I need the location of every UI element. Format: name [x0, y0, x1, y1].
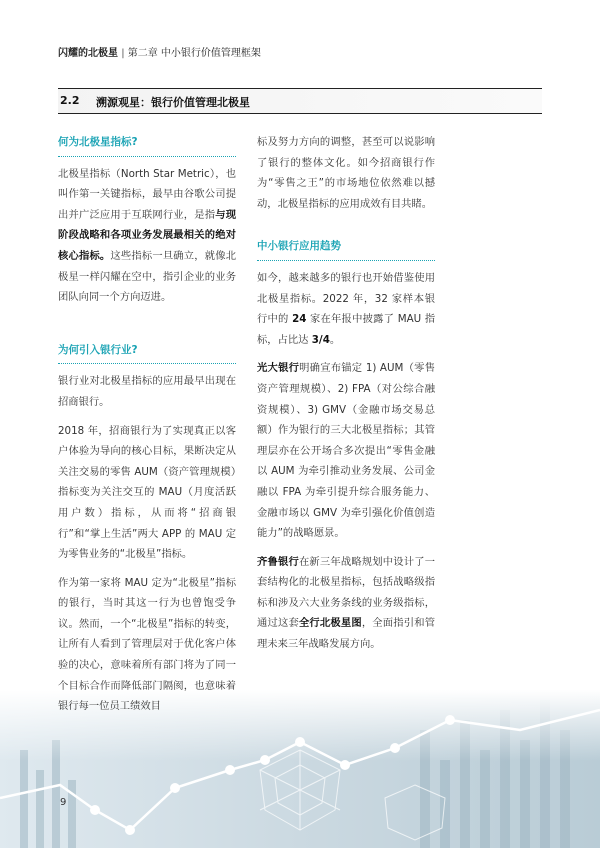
bold-ratio: 3/4 — [311, 333, 330, 346]
paragraph-continuation: 标及努力方向的调整，甚至可以说影响了银行的整体文化。如今招商银行作为“零售之王”的市场地位依然难以撼动，北极星指标的应用成效有目共睹。 — [257, 136, 435, 210]
bold-text: 全行北极星图 — [298, 617, 362, 630]
header-separator: | — [121, 48, 125, 59]
paragraph-qilu — [257, 552, 435, 655]
text: 这些指标一旦确立，就像北极星一样闪耀在空中，指引企业的业务团队向同一个方向迈进。 — [58, 249, 237, 304]
text: 。 — [329, 333, 341, 346]
text: 家在年报中披露了 MAU 指标，占比达 — [257, 313, 435, 346]
paragraph-everbright — [257, 358, 435, 543]
page-number: 9 — [60, 797, 67, 808]
paragraph-definition — [58, 164, 236, 308]
book-title: 闪耀的北极星 — [58, 48, 118, 59]
subheading-why-banking: 为何引入银行业? — [58, 340, 236, 365]
text: 北极星指标（North Star Metric），也叫作第一关键指标，最早由谷歌公司提出并广泛应用于互联网行业，是指 — [58, 167, 236, 221]
text: 如今，越来越多的银行也开始借鉴使用北极星指标。2022 年，32 家样本银行中的 — [257, 271, 435, 326]
subheading-what-is-north-star: 何为北极星指标? — [58, 132, 236, 157]
text: 在新三年战略规划中设计了一套结构化的北极星指标，包括战略级指标和涉及六大业务条线的业务级指标，通过这套 — [257, 555, 436, 630]
text: 明确宣布锚定 1) AUM（零售资产管理规模）、2) FPA（对公综合融资规模）、3) GMV（金融市场交易总额）作为银行的三大北极星指标；其管理层亦在公开场合多次提出“零售金融以 AUM 为牵引推动业务发展、公司金融以 FPA 为牵引提升综合服务能力、金融市场以 GMV 为牵引强化价值创造能力”的战略愿景。 — [257, 362, 435, 540]
bold-number: 24 — [292, 313, 307, 326]
bold-text: 与现阶段战略和各项业务发展最相关的绝对核心指标。 — [58, 208, 237, 262]
right-column — [257, 132, 435, 655]
text: ，全面指引和管理未来三年战略发展方向。 — [257, 617, 436, 651]
section-number: 2.2 — [60, 94, 80, 107]
section-title: 溯源观星：银行价值管理北极星 — [96, 96, 250, 109]
left-column — [58, 132, 236, 717]
bank-name: 光大银行 — [257, 362, 300, 375]
running-header — [58, 44, 261, 59]
paragraph-controversy: 作为第一家将 MAU 定为“北极星”指标的银行，当时其这一行为也曾饱受争议。然而，一个“北极星”指标的转变，让所有人看到了管理层对于优化客户体验的决心，意味着所有部门将为了同一个目标合作而降低部门隔阂，也意味着银行每一位员工绩效目 — [58, 576, 236, 713]
chapter-title: 第二章 中小银行价值管理框架 — [127, 48, 261, 59]
paragraph-trend — [257, 268, 435, 350]
paragraph-cmb-2018: 2018 年，招商银行为了实现真正以客户体验为导向的核心目标，果断决定从关注交易的零售 AUM（资产管理规模）指标变为关注交互的 MAU（月度活跃用户数）指标，从而将“招商银行”和“掌上生活”两大 APP 的 MAU 定为零售业务的“北极星”指标。 — [58, 424, 236, 561]
bank-name: 齐鲁银行 — [257, 555, 299, 568]
subheading-smb-trend: 中小银行应用趋势 — [257, 236, 435, 261]
section-heading — [58, 88, 542, 114]
paragraph-origin: 银行业对北极星指标的应用最早出现在招商银行。 — [58, 375, 236, 408]
